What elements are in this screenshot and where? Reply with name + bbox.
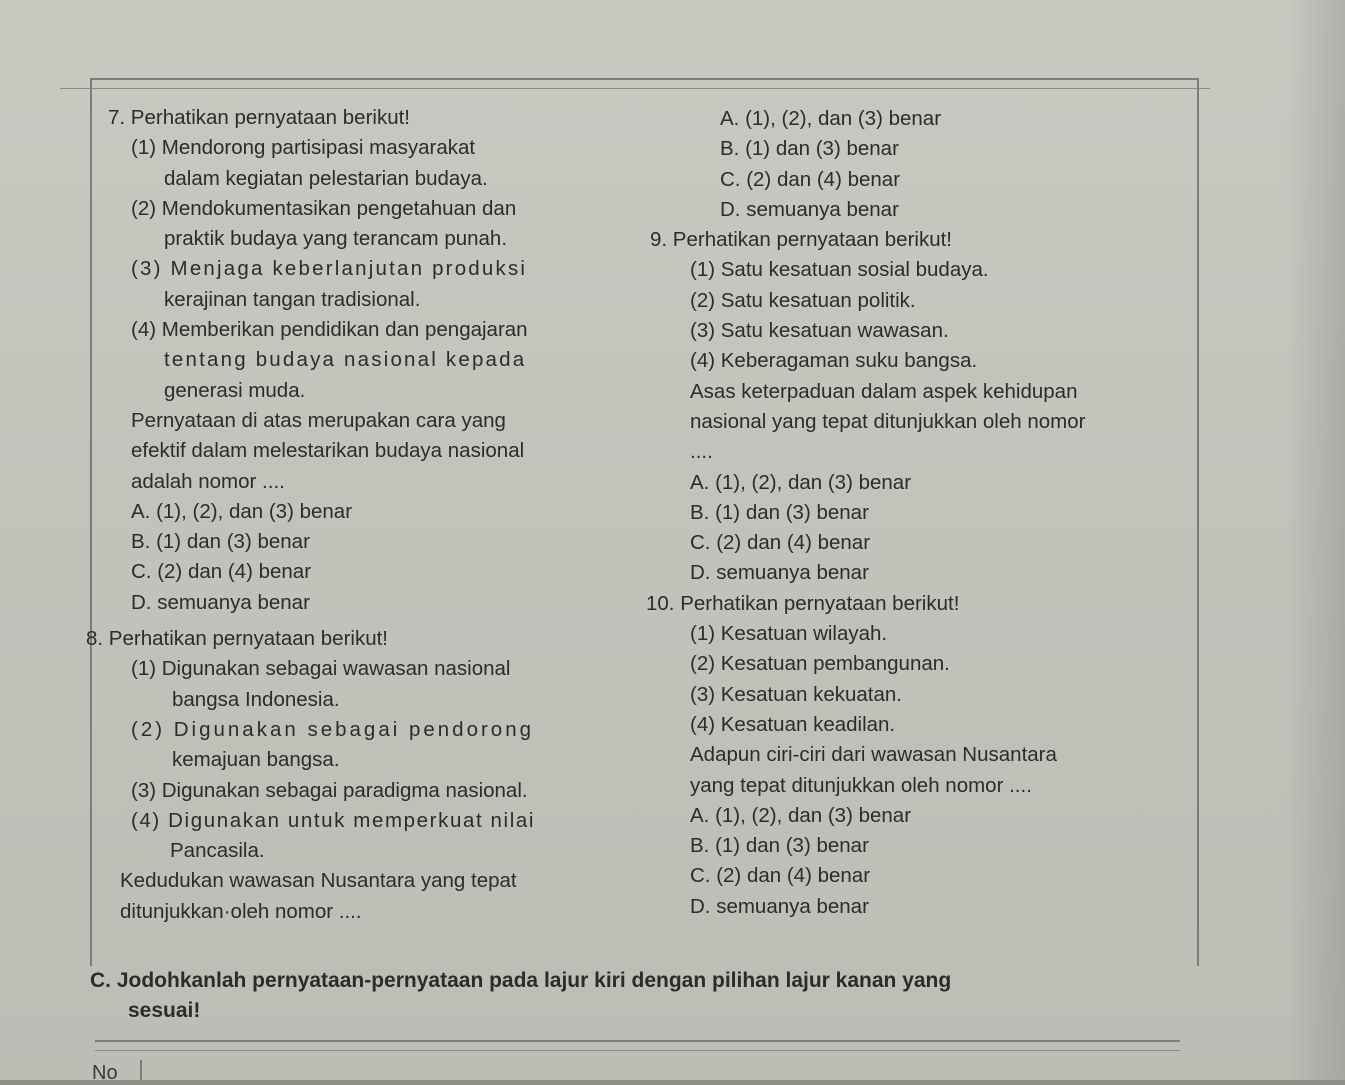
q10-question-line-2: yang tepat ditunjukkan oleh nomor .... (690, 773, 1032, 797)
table-top-rule (95, 1040, 1180, 1042)
q8-item-2-line-2: kemajuan bangsa. (172, 748, 340, 772)
q8-option-b: B. (1) dan (3) benar (720, 137, 899, 161)
section-c-instruction (90, 966, 1180, 1026)
q8-question-line-1: Kedudukan wawasan Nusantara yang tepat (120, 869, 517, 893)
q7-item-2-line-1: (2) Mendokumentasikan pengetahuan dan (131, 196, 517, 220)
q7-item-3-line-2: kerajinan tangan tradisional. (164, 287, 421, 311)
q8-intro: 8. Perhatikan pernyataan berikut! (86, 627, 388, 651)
q7-item-4-line-3: generasi muda. (164, 378, 306, 402)
q9-intro: 9. Perhatikan pernyataan berikut! (650, 228, 952, 252)
q7-question-line-3: adalah nomor .... (131, 469, 285, 493)
q10-item-1: (1) Kesatuan wilayah. (690, 622, 888, 646)
q9-option-a: A. (1), (2), dan (3) benar (690, 470, 912, 494)
q10-option-b: B. (1) dan (3) benar (690, 834, 869, 858)
q9-option-b: B. (1) dan (3) benar (690, 500, 869, 524)
q7-item-2-line-2: praktik budaya yang terancam punah. (164, 227, 508, 251)
q10-option-d: D. semuanya benar (690, 894, 869, 918)
q7-item-1-line-1: (1) Mendorong partisipasi masyarakat (131, 136, 476, 160)
q10-question-line-1: Adapun ciri-ciri dari wawasan Nusantara (690, 743, 1057, 767)
q9-question-line-2: nasional yang tepat ditunjukkan oleh nomor (690, 409, 1086, 433)
q8-item-2-line-1: (2) Digunakan sebagai pendorong (131, 717, 535, 741)
q7-item-4-line-1: (4) Memberikan pendidikan dan pengajaran (131, 318, 528, 342)
section-c-heading-cont: sesuai! (128, 999, 201, 1022)
q7-option-b: B. (1) dan (3) benar (131, 530, 310, 554)
q10-item-2: (2) Kesatuan pembangunan. (690, 652, 950, 676)
q8-option-c: C. (2) dan (4) benar (720, 167, 901, 191)
table-column-divider (140, 1060, 142, 1080)
q8-question-line-2: ditunjukkan·oleh nomor .... (120, 899, 362, 923)
q8-item-3-line-1: (3) Digunakan sebagai paradigma nasional. (131, 778, 528, 802)
q9-item-1: (1) Satu kesatuan sosial budaya. (690, 258, 989, 282)
q7-question-line-2: efektif dalam melestarikan budaya nasional (131, 439, 525, 463)
table-header-rule (95, 1050, 1180, 1051)
q7-option-d: D. semuanya benar (131, 590, 310, 614)
q8-item-1-line-1: (1) Digunakan sebagai wawasan nasional (131, 657, 511, 681)
q7-item-4-line-2: tentang budaya nasional kepada (164, 348, 527, 372)
q8-option-a: A. (1), (2), dan (3) benar (720, 107, 942, 130)
q9-option-c: C. (2) dan (4) benar (690, 531, 871, 555)
q8-item-4-line-1: (4) Digunakan untuk memperkuat nilai (131, 808, 535, 832)
q10-item-4: (4) Kesatuan keadilan. (690, 712, 896, 736)
q7-item-3-line-1: (3) Menjaga keberlanjutan produksi (131, 257, 528, 281)
q10-intro: 10. Perhatikan pernyataan berikut! (646, 591, 960, 615)
page-shadow (1285, 0, 1345, 1080)
right-column (646, 107, 1190, 922)
q8-item-1-line-2: bangsa Indonesia. (172, 687, 340, 711)
q7-option-a: A. (1), (2), dan (3) benar (131, 499, 353, 523)
q7-intro: 7. Perhatikan pernyataan berikut! (108, 106, 410, 129)
left-column (86, 103, 628, 927)
q9-item-2: (2) Satu kesatuan politik. (690, 288, 916, 312)
q10-option-a: A. (1), (2), dan (3) benar (690, 803, 912, 827)
q8-item-4-line-2: Pancasila. (170, 839, 265, 863)
q10-item-3: (3) Kesatuan kekuatan. (690, 682, 902, 706)
q7-option-c: C. (2) dan (4) benar (131, 560, 312, 584)
q7-item-1-line-2: dalam kegiatan pelestarian budaya. (164, 166, 488, 190)
q9-item-4: (4) Keberagaman suku bangsa. (690, 349, 978, 373)
q7-question-line-1: Pernyataan di atas merupakan cara yang (131, 408, 506, 432)
q10-option-c: C. (2) dan (4) benar (690, 864, 871, 888)
q9-item-3: (3) Satu kesatuan wawasan. (690, 319, 949, 343)
q9-option-d: D. semuanya benar (690, 561, 869, 585)
section-c-heading: C. Jodohkanlah pernyataan-pernyataan pada lajur kiri dengan pilihan lajur kanan yang (90, 969, 952, 992)
q9-question-line-3: .... (690, 440, 713, 464)
q9-question-line-1: Asas keterpaduan dalam aspek kehidupan (690, 379, 1078, 403)
table-header-no: No (92, 1062, 118, 1084)
q8-option-d: D. semuanya benar (720, 197, 899, 221)
